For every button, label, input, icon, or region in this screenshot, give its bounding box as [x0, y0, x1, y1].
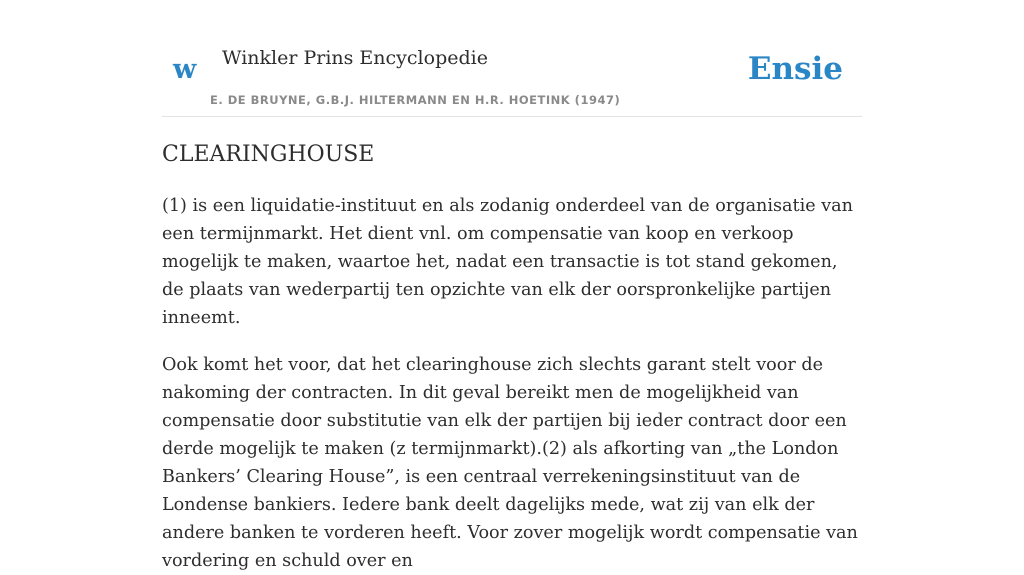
ensie-logo[interactable]: Ensie — [747, 51, 843, 87]
source-authors: E. DE BRUYNE, G.B.J. HILTERMANN EN H.R. HOETINK (1947) — [210, 93, 621, 107]
article-body — [162, 138, 862, 575]
article-headword: CLEARINGHOUSE — [162, 142, 375, 167]
article-paragraph: (1) is een liquidatie-instituut en als zodanig onderdeel van de organisatie van een termijnmarkt. Het dient vnl. om compensatie van koop en verkoop mogelijk te maken, waartoe het, nadat een transactie is tot stand gekomen, de plaats van wederpartij ten opzichte van elk der oorspronkelijke partijen inneemt. — [162, 196, 853, 328]
winkler-prins-logo[interactable]: w — [173, 54, 197, 85]
source-header — [162, 0, 862, 117]
source-title[interactable]: Winkler Prins Encyclopedie — [222, 47, 488, 69]
article-paragraph: Ook komt het voor, dat het clearinghouse zich slechts garant stelt voor de nakoming der contracten. In dit geval bereikt men de mogelijkheid van compensatie door substitutie van elk der partijen bij ieder contract door een derde mogelijk te maken (z termijnmarkt).(2) als afkorting van „the London Bankers’ Clearing House”, is een centraal verrekeningsinstituut van de Londense bankiers. Iedere bank deelt dagelijks mede, wat zij van elk der andere banken te vorderen heeft. Voor zover mogelijk wordt compensatie van vordering en schuld over en — [162, 355, 858, 571]
